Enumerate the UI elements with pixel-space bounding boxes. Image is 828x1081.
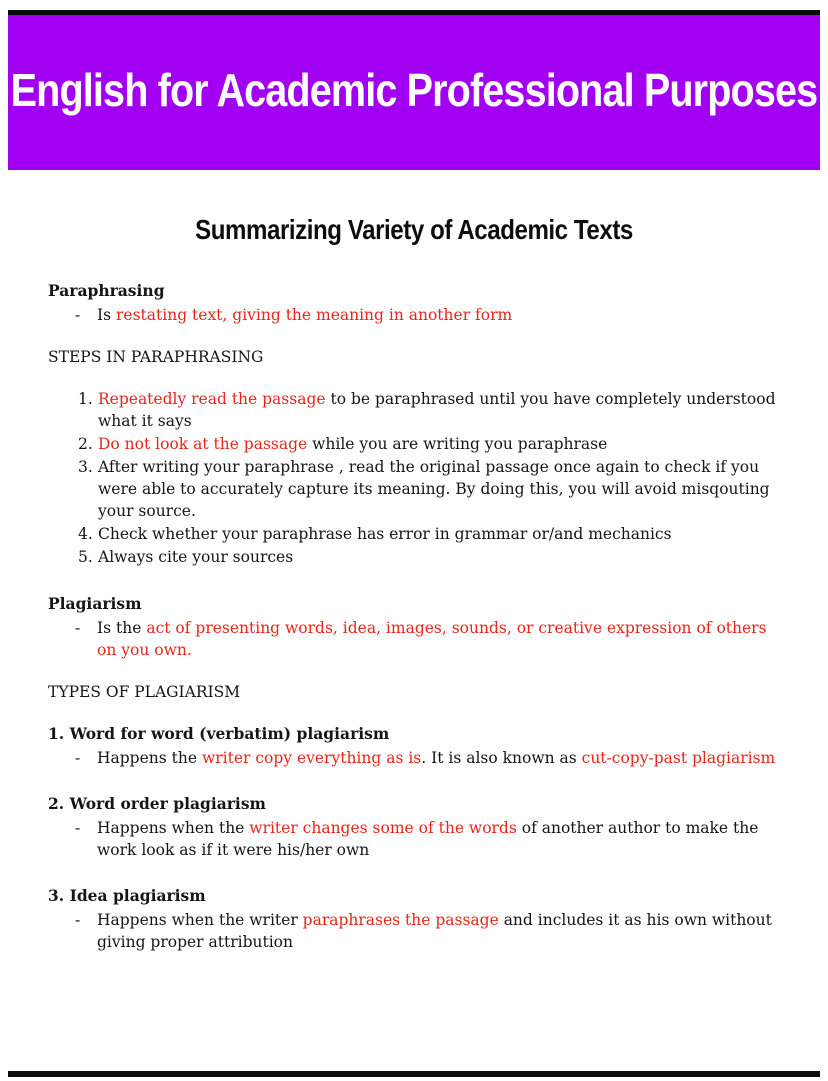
paraphrasing-bullet-text (97, 304, 512, 326)
paraphrasing-bullet (75, 304, 780, 326)
step-number: 4. (78, 524, 93, 543)
step-item (78, 433, 780, 455)
text-segment-red: Repeatedly read the passage (98, 389, 326, 408)
type-1-heading: 1. Word for word (verbatim) plagiarism (48, 723, 390, 743)
step-number: 1. (78, 389, 93, 408)
text-segment-red: Do not look at the passage (98, 434, 308, 453)
text-segment: Happens when the (97, 818, 250, 837)
text-segment: Is (97, 305, 117, 324)
text-segment: and includes it as his own without giving proper attribution (97, 910, 772, 951)
text-segment-red: writer changes some of the words (249, 818, 517, 837)
dash-marker: - (75, 618, 81, 637)
page-edge-top (8, 10, 820, 15)
text-segment: Check whether your paraphrase has error in grammar or/and mechanics (98, 524, 672, 543)
paraphrasing-heading: Paraphrasing (48, 280, 165, 300)
type-1-bullet (75, 747, 780, 769)
step-item (78, 546, 780, 568)
text-segment-red: act of presenting words, idea, images, sounds, or creative expression of others on you own. (97, 618, 767, 659)
step-text (98, 388, 780, 432)
dash-marker: - (75, 305, 81, 324)
header-banner (8, 10, 820, 170)
step-text (98, 546, 780, 568)
step-number: 5. (78, 547, 93, 566)
types-label: TYPES OF PLAGIARISM (48, 682, 241, 701)
step-number: 2. (78, 434, 93, 453)
type-3-heading: 3. Idea plagiarism (48, 885, 206, 905)
step-item (78, 523, 780, 545)
step-number: 3. (78, 457, 93, 476)
dash-marker: - (75, 818, 81, 837)
document-body (0, 210, 828, 953)
text-segment-red: cut-copy-past plagiarism (581, 748, 776, 767)
page-edge-bottom (8, 1071, 820, 1077)
text-segment: . It is also known as (421, 748, 582, 767)
text-segment: Is the (97, 618, 147, 637)
type-2-bullet-text (97, 817, 780, 861)
course-title: English for Academic Professional Purposes (10, 64, 818, 116)
step-text (98, 523, 780, 545)
page-title: Summarizing Variety of Academic Texts (195, 214, 633, 245)
type-2-bullet (75, 817, 780, 861)
step-item (78, 388, 780, 432)
plagiarism-heading: Plagiarism (48, 593, 142, 613)
text-segment: to be paraphrased until you have completely understood what it says (98, 389, 776, 430)
dash-marker: - (75, 910, 81, 929)
text-segment: while you are writing you paraphrase (307, 434, 608, 453)
type-3-bullet (75, 909, 780, 953)
text-segment-red: writer copy everything as is (201, 748, 422, 767)
dash-marker: - (75, 748, 81, 767)
steps-label: STEPS IN PARAPHRASING (48, 347, 264, 366)
text-segment: Always cite your sources (98, 547, 294, 566)
step-text (98, 456, 780, 522)
steps-list (78, 388, 780, 568)
type-1-bullet-text (97, 747, 775, 769)
text-segment: Happens when the writer (97, 910, 303, 929)
type-3-bullet-text (97, 909, 780, 953)
plagiarism-bullet-text (97, 617, 780, 661)
step-item (78, 456, 780, 522)
plagiarism-bullet (75, 617, 780, 661)
text-segment-red: restating text, giving the meaning in another form (116, 305, 513, 324)
type-2-heading: 2. Word order plagiarism (48, 793, 266, 813)
text-segment: Happens the (97, 748, 202, 767)
text-segment: of another author to make the work look as if it were his/her own (97, 818, 759, 859)
text-segment: After writing your paraphrase , read the original passage once again to check if you were able to accurately capture its meaning. By doing this, you will avoid misqouting your source. (98, 457, 770, 520)
text-segment-red: paraphrases the passage (302, 910, 499, 929)
step-text (98, 433, 780, 455)
